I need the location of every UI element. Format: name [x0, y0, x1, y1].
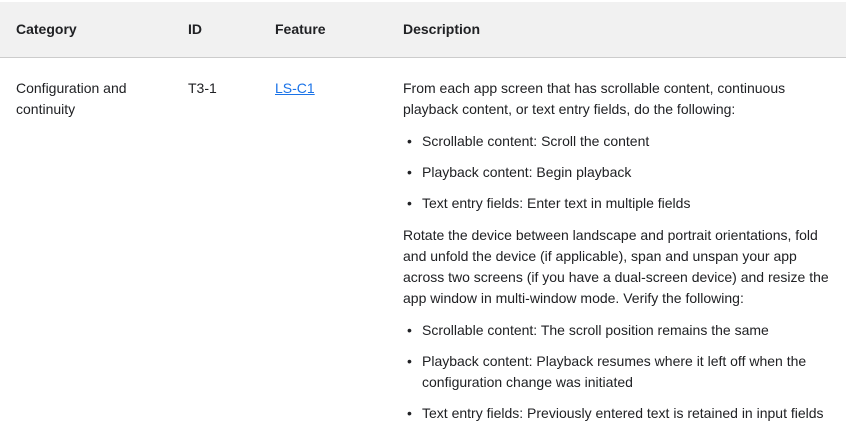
- column-header-feature: Feature: [259, 2, 387, 58]
- list-item: • Playback content: Begin playback: [403, 162, 832, 183]
- description-cell: [387, 58, 846, 438]
- list-item: • Scrollable content: The scroll position remains the same: [403, 320, 832, 341]
- table-header-row: [0, 2, 846, 58]
- category-cell: Configuration and continuity: [16, 80, 127, 117]
- list-item: • Text entry fields: Previously entered text is retained in input fields: [403, 403, 832, 424]
- column-header-id: ID: [172, 2, 259, 58]
- feature-link[interactable]: LS-C1: [275, 80, 315, 96]
- feature-table: [0, 2, 846, 438]
- column-header-description: Description: [387, 2, 846, 58]
- table-row: [0, 58, 846, 438]
- description-intro-paragraph: From each app screen that has scrollable content, continuous playback content, or text entry fields, do the following:: [403, 80, 786, 117]
- description-rotate-paragraph: Rotate the device between landscape and portrait orientations, fold and unfold the device (if applicable), span and unspan your app across two screens (if you have a dual-screen device) and resize the app window in multi-window mode. Verify the following:: [403, 227, 829, 306]
- list-item: • Scrollable content: Scroll the content: [403, 131, 832, 152]
- actions-list: [403, 131, 832, 214]
- feature-cell: [259, 58, 387, 438]
- list-item: • Playback content: Playback resumes where it left off when the configuration change was initiated: [403, 351, 832, 393]
- id-cell: T3-1: [172, 58, 259, 438]
- verify-list: [403, 320, 832, 424]
- column-header-category: Category: [0, 2, 172, 58]
- list-item: • Text entry fields: Enter text in multiple fields: [403, 193, 832, 214]
